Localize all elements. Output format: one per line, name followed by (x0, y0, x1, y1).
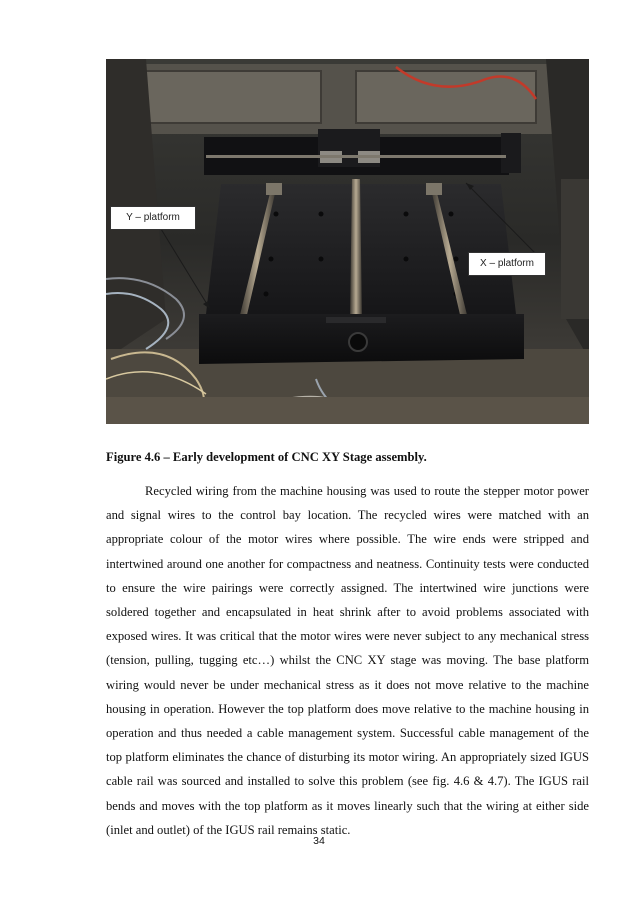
figure-caption: Figure 4.6 – Early development of CNC XY Stage assembly. (106, 450, 427, 464)
cnc-stage-photo (106, 59, 589, 424)
body-paragraph: Recycled wiring from the machine housing was used to route the stepper motor power and signal wires to the control bay location. The recycled wires were matched with an appropriate colour of the motor wires where possible. The wire ends were stripped and intertwined around one another for compactness and neatness. Continuity tests were conducted to ensure the wire pairings were correctly assigned. The intertwined wire junctions were soldered together and encapsulated in heat shrink after to avoid problems associated with exposed wires. It was critical that the motor wires were never subject to any mechanical stress (tension, pulling, tugging etc…) whilst the CNC XY stage was moving. The base platform wiring would never be under mechanical stress as it does not move relative to the machine housing in operation. However the top platform does move relative to the machine housing in operation and thus needed a cable management system. Successful cable management of the top platform eliminates the chance of disturbing its motor wiring. An appropriately sized IGUS cable rail was sourced and installed to solve this problem (see fig. 4.6 & 4.7). The IGUS rail bends and moves with the top platform as it moves linearly such that the wiring at either side (inlet and outlet) of the IGUS rail remains static. (106, 484, 589, 837)
callout-x-platform: X – platform (468, 252, 546, 276)
body-text (106, 479, 589, 842)
callout-y-platform: Y – platform (110, 206, 196, 230)
page-number: 34 (313, 835, 325, 847)
